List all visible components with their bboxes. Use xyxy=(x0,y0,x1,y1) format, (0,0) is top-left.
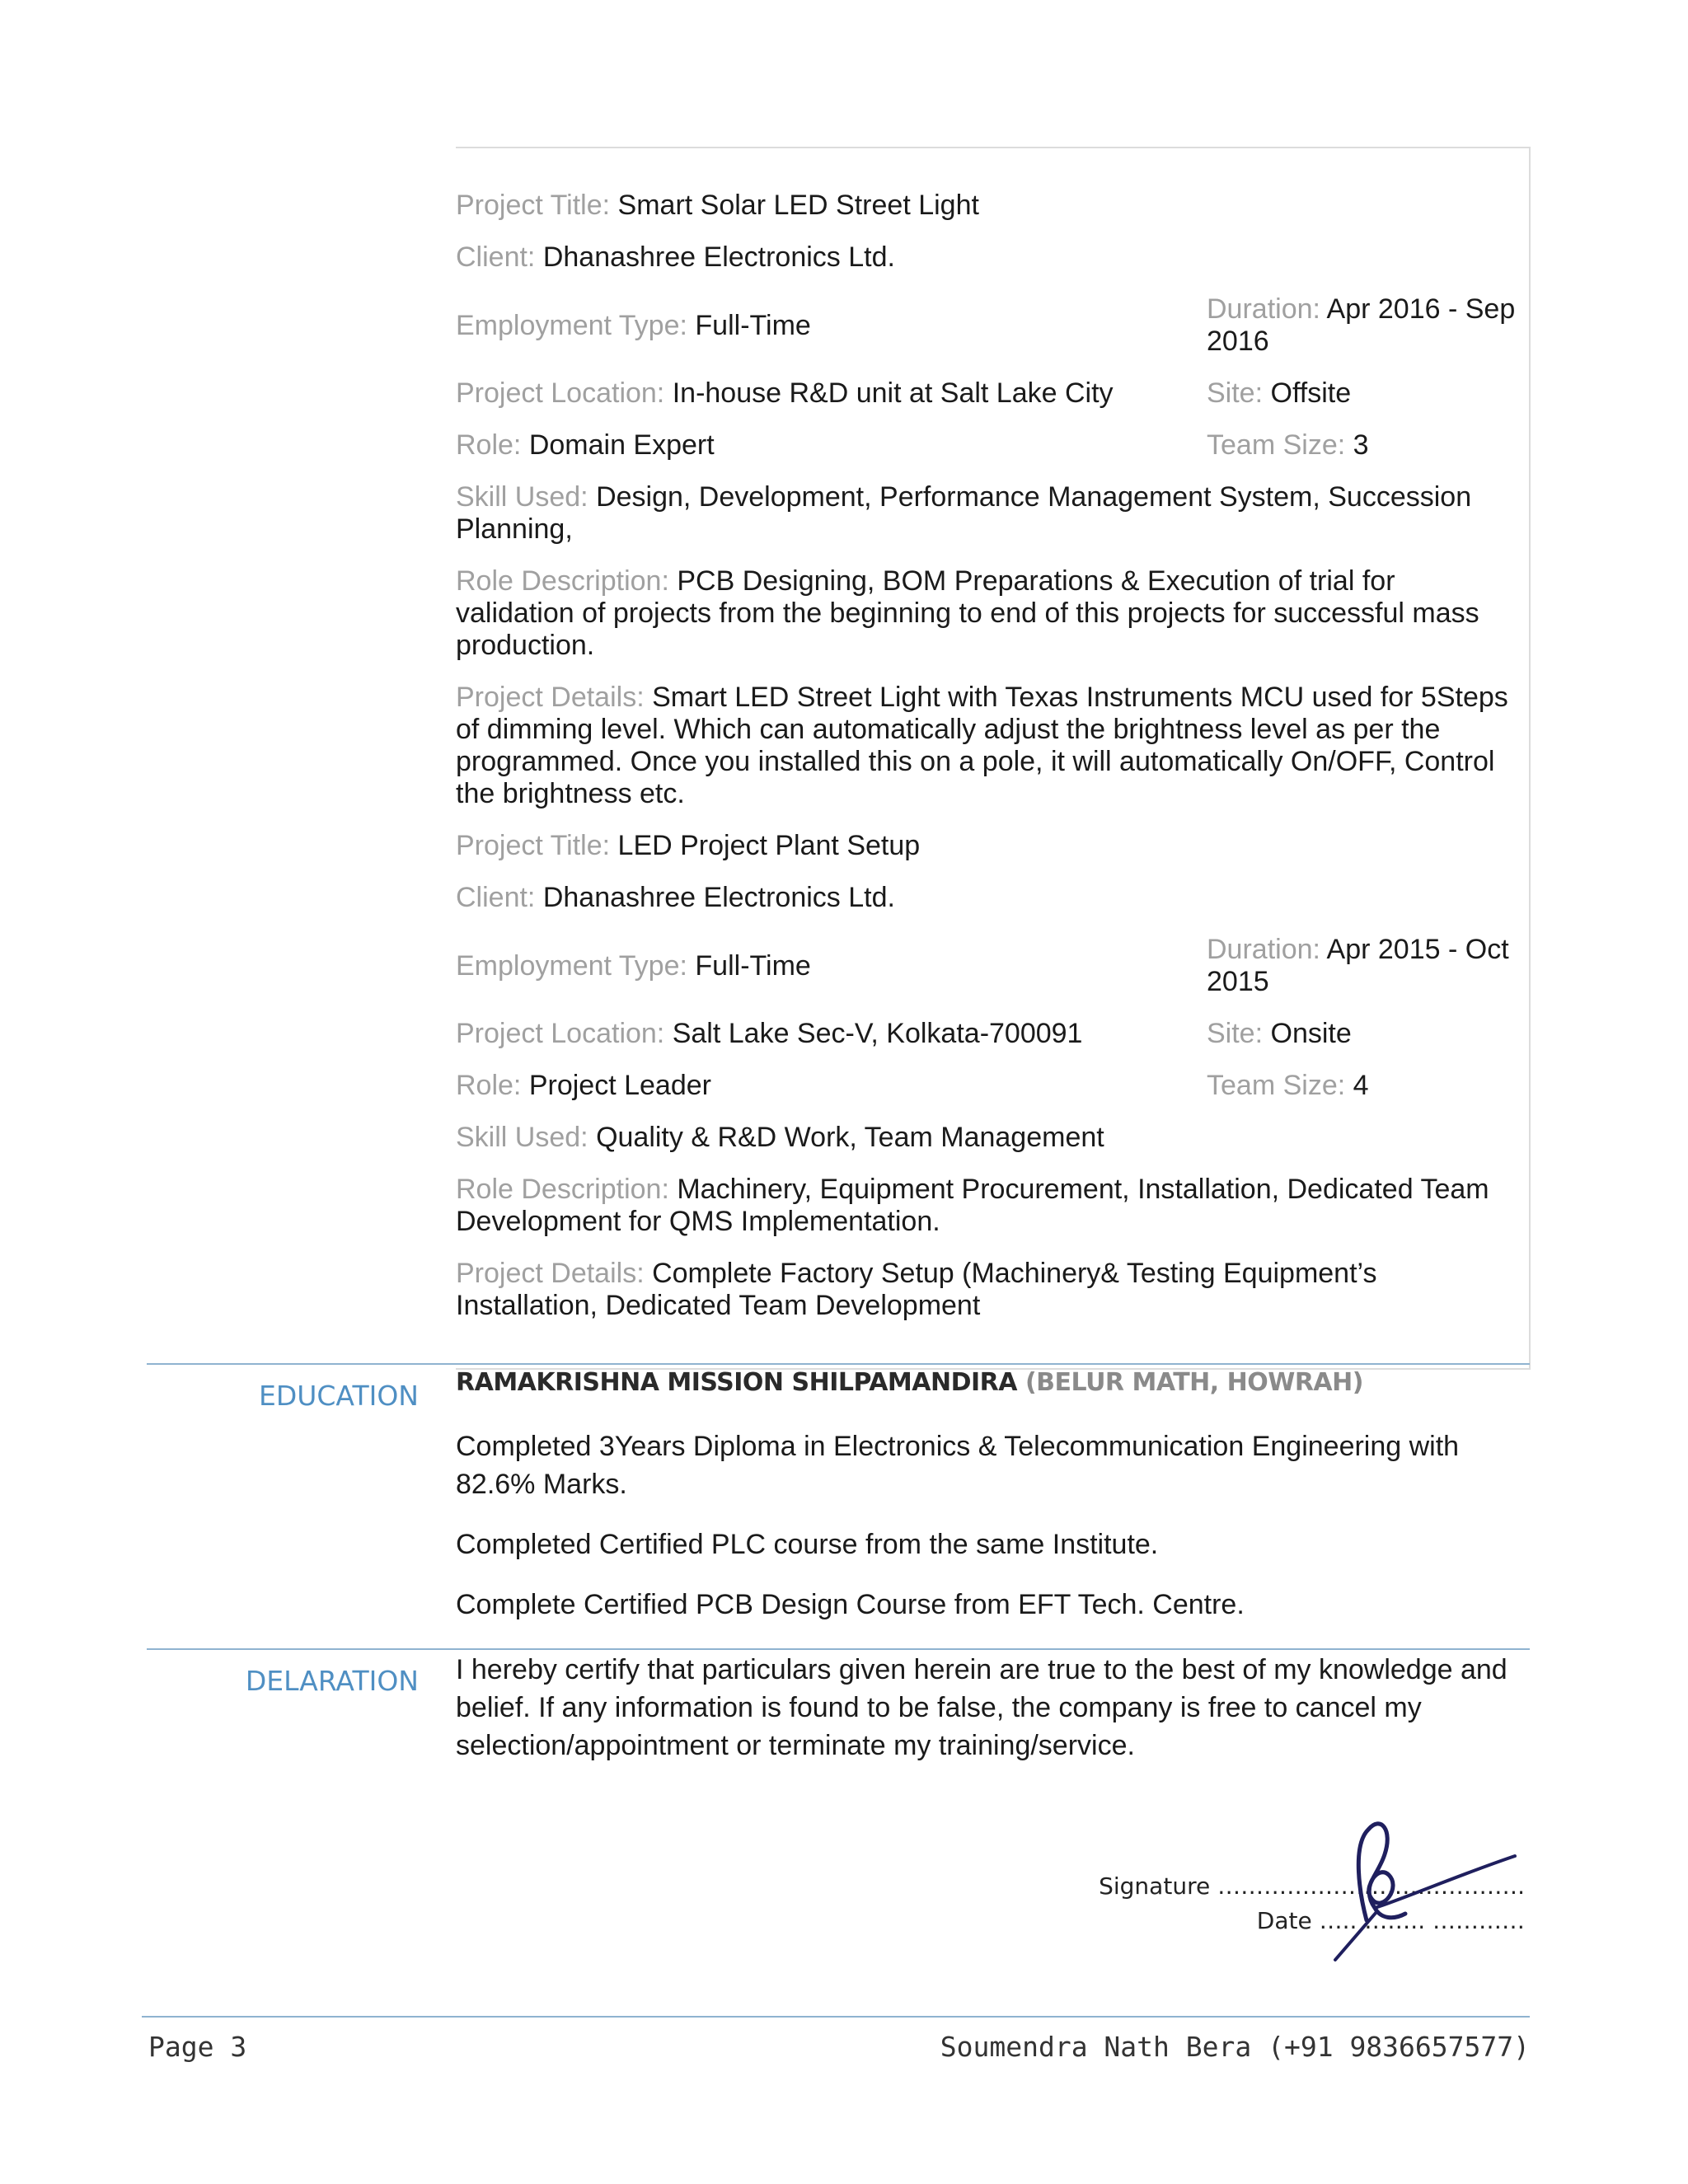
footer-author: Soumendra Nath Bera (+91 9836657577) xyxy=(940,2031,1530,2063)
role: Role: Domain Expert xyxy=(456,429,715,461)
employment-type: Employment Type: Full-Time xyxy=(456,949,811,982)
project-details: Project Details: Smart LED Street Light with Texas Instruments MCU used for 5Steps of dimming level. Which can automatically adjust the brightness level as per the programmed. Once you installed this on a pole, it will automatically On/OFF, Control the brightness etc. xyxy=(456,682,1508,809)
site: Site: Offsite xyxy=(1207,377,1352,409)
institute-location: (BELUR MATH, HOWRAH) xyxy=(1025,1368,1363,1397)
role-description: Role Description: Machinery, Equipment Procurement, Installation, Dedicated Team Development for QMS Implementation. xyxy=(456,1174,1489,1237)
handwritten-signature-icon xyxy=(1302,1797,1533,1961)
project-entry-2 xyxy=(456,830,1519,1322)
project-client: Client: Dhanashree Electronics Ltd. xyxy=(456,241,895,273)
institute-name: RAMAKRISHNA MISSION SHILPAMANDIRA (BELUR MATH, HOWRAH) xyxy=(456,1368,1363,1397)
project-client: Client: Dhanashree Electronics Ltd. xyxy=(456,882,895,913)
education-item: Completed 3Years Diploma in Electronics & Telecommunication Engineering with 82.6% Marks. xyxy=(456,1431,1460,1500)
duration: Duration: Apr 2015 - Oct 2015 xyxy=(1207,934,1509,997)
employment-duration-row xyxy=(456,934,1519,998)
project-location: Project Location: Salt Lake Sec-V, Kolkata-700091 xyxy=(456,1018,1083,1049)
project-title: Project Title: Smart Solar LED Street Light xyxy=(456,190,979,221)
role-team-row xyxy=(456,1070,1519,1102)
education-item: Completed Certified PLC course from the same Institute. xyxy=(456,1529,1159,1560)
duration: Duration: Apr 2016 - Sep 2016 xyxy=(1207,293,1516,357)
team-size: Team Size: 3 xyxy=(1207,429,1369,461)
declaration-heading: DELARATION xyxy=(245,1665,419,1697)
skill-used: Skill Used: Design, Development, Performance Management System, Succession Planning, xyxy=(456,481,1472,545)
location-site-row xyxy=(456,1018,1519,1050)
footer-divider xyxy=(142,2016,1530,2018)
location-site-row xyxy=(456,377,1519,410)
declaration-divider xyxy=(147,1648,1530,1650)
employment-duration-row xyxy=(456,293,1519,358)
team-size: Team Size: 4 xyxy=(1207,1070,1369,1101)
education-item: Complete Certified PCB Design Course from EFT Tech. Centre. xyxy=(456,1589,1245,1620)
project-title: Project Title: LED Project Plant Setup xyxy=(456,830,921,861)
role-description: Role Description: PCB Designing, BOM Preparations & Execution of trial for validation of projects from the beginning to end of this projects for successful mass production. xyxy=(456,565,1479,661)
employment-type: Employment Type: Full-Time xyxy=(456,309,811,341)
project-details: Project Details: Complete Factory Setup (Machinery& Testing Equipment’s Installation, Dedicated Team Development xyxy=(456,1258,1377,1321)
skill-used: Skill Used: Quality & R&D Work, Team Management xyxy=(456,1122,1104,1153)
declaration-text: I hereby certify that particulars given herein are true to the best of my knowledge and belief. If any information is found to be false, the company is free to cancel my selection/appointment or terminate my training/service. xyxy=(456,1654,1507,1761)
site: Site: Onsite xyxy=(1207,1018,1352,1049)
footer-page-number: Page 3 xyxy=(148,2031,247,2063)
role: Role: Project Leader xyxy=(456,1070,711,1101)
date-line: Date ….. …….. ………… xyxy=(1256,1907,1525,1934)
education-heading: EDUCATION xyxy=(258,1380,419,1412)
role-team-row xyxy=(456,429,1519,462)
education-divider xyxy=(147,1363,1530,1365)
project-location: Project Location: In-house R&D unit at Salt Lake City xyxy=(456,377,1114,409)
signature-line: Signature …………………………………. xyxy=(1099,1872,1525,1900)
project-entry-1 xyxy=(456,190,1519,810)
